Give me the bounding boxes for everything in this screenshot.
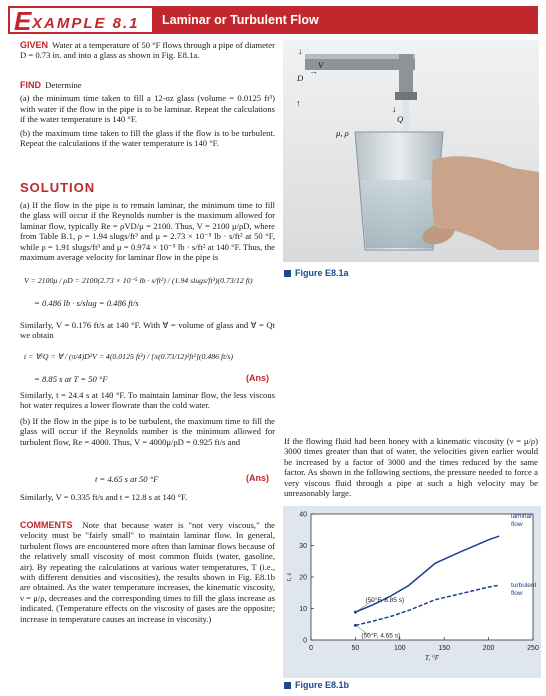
example-label: XAMPLE 8.1: [32, 15, 140, 32]
plot-area: [311, 514, 533, 640]
figure-a-caption: [284, 268, 349, 278]
find-part-a: (a) the minimum time taken to fill a 12-oz glass (volume = 0.0125 ft³) with water if the flow in the pipe is to be laminar. Repeat the calculations if the water temperature is 140 °F.: [20, 93, 275, 125]
solution-part-b: (b) If the flow in the pipe is to be turbulent, the maximum time to fill the glass will occur if the Reynolds number is the minimum allowed for turbulent flow, Re = 4000. Thus, V = 4000μ/ρD = 0.925 ft/s and: [20, 416, 275, 447]
y-tick-label: 40: [299, 511, 307, 519]
x-tick-label: 100: [393, 645, 406, 652]
caption-square-icon: [284, 682, 291, 689]
series-label: flow: [511, 590, 523, 598]
figure-a-label-mu-rho: μ, ρ: [336, 128, 349, 138]
annotation-point: [354, 611, 357, 614]
figure-a-label-V: V: [318, 60, 324, 70]
figure-b-chart: [283, 506, 541, 678]
equation-velocity: V = 2100μ / ρD = 2100(2.73 × 10⁻⁵ lb · s/ft²) / (1.94 slugs/ft³)(0.73/12 ft): [24, 276, 253, 285]
series-label: flow: [511, 521, 523, 529]
example-title: Laminar or Turbulent Flow: [154, 6, 538, 34]
figure-a-label-Q: Q: [397, 114, 404, 124]
answer-marker-1: (Ans): [246, 373, 269, 383]
comments-label: COMMENTS: [20, 520, 73, 530]
find-part-b: (b) the maximum time taken to fill the glass if the flow is to be turbulent. Repeat the calculations if the water temperature is 140 °F.: [20, 127, 275, 149]
x-tick-label: 250: [527, 645, 539, 652]
y-tick-label: 10: [299, 606, 307, 613]
right-column-paragraph: If the flowing fluid had been honey with a kinematic viscosity (ν = μ/ρ) 3000 times greater than that of water, the velocities given earlier would be increased by a factor of 3000 and the times reduced by the same factor. As shown in the following sections, the pressure needed to force a very viscous fluid through a pipe at such a high velocity may be unreasonably large.: [284, 436, 538, 499]
equation-time-result: = 8.85 s at T = 50 °F: [34, 374, 108, 384]
y-tick-label: 0: [303, 637, 307, 645]
given-text: Water at a temperature of 50 °F flows through a pipe of diameter D = 0.73 in. and into a glass as shown in Fig. E8.1a.: [20, 40, 275, 61]
comments-section: [20, 520, 275, 624]
figure-b-caption-text: Figure E8.1b: [295, 680, 350, 690]
given-section: [20, 40, 275, 61]
given-label: GIVEN: [20, 40, 49, 50]
solution-similar-3: Similarly, V = 0.335 ft/s and t = 12.8 s at 140 °F.: [20, 492, 188, 502]
solution-similar-1: Similarly, V = 0.176 ft/s at 140 °F. With ∀ = volume of glass and ∀ = Qt we obtain: [20, 320, 275, 341]
figure-a-label-D: D: [297, 73, 304, 83]
arrow-right-icon: →: [309, 66, 318, 76]
annotation-label: (50°F, 8.85 s): [365, 597, 405, 605]
x-tick-label: 0: [309, 645, 313, 652]
solution-similar-2: Similarly, t = 24.4 s at 140 °F. To maintain laminar flow, the less viscous hot water requires a lower flowrate than the cold water.: [20, 390, 275, 411]
figure-a-photo: [283, 40, 539, 262]
example-number: [8, 6, 154, 34]
equation-turbulent-time: t = 4.65 s at 50 °F: [95, 474, 159, 484]
x-tick-label: 200: [482, 645, 495, 652]
find-lead: Determine: [45, 80, 82, 90]
annotation-label: (50°F, 4.65 s): [361, 632, 401, 640]
answer-marker-2: (Ans): [246, 473, 269, 483]
series-label: turbulent: [511, 582, 537, 590]
figure-a-caption-text: Figure E8.1a: [295, 268, 349, 278]
example-header: [8, 6, 538, 34]
y-tick-label: 30: [299, 543, 307, 550]
solution-heading: SOLUTION: [20, 180, 96, 195]
figure-b-caption: [284, 680, 349, 690]
x-axis-label: T, °F: [425, 654, 439, 662]
arrow-down-flow-icon: ↓: [392, 104, 397, 114]
series-label: laminar: [511, 513, 533, 521]
y-axis-label: t, s: [285, 572, 293, 582]
find-label: FIND: [20, 80, 41, 90]
equation-velocity-result: = 0.486 lb · s/slug = 0.486 ft/s: [34, 298, 139, 308]
example-initial: E: [14, 6, 32, 36]
find-section: [20, 80, 275, 148]
y-tick-label: 20: [299, 574, 307, 582]
x-tick-label: 150: [438, 645, 451, 652]
caption-square-icon: [284, 270, 291, 277]
solution-part-a: (a) If the flow in the pipe is to remain laminar, the minimum time to fill the glass will occur if the Reynolds number is the maximum allowed for laminar flow, typically Re = ρVD/μ = 2100. Thus, V = 2100 μ/ρD, where from Table B.1, ρ = 1.94 slugs/ft³ and μ = 2.73 × 10⁻⁵ lb · s/ft² at 50 °F, while ρ = 1.91 slugs/ft³ and μ = 0.974 × 10⁻⁵ lb · s/ft² at 140 °F. Thus, the maximum average velocity for laminar flow in the pipe is: [20, 200, 275, 263]
equation-time: t = ∀/Q = ∀ / (π/4)D²V = 4(0.0125 ft³) / [π(0.73/12)²ft²](0.486 ft/s): [24, 352, 234, 361]
comments-text: Note that because water is "not very viscous," the velocity must be "fairly small" to maintain laminar flow. In general, turbulent flows are encountered more often than laminar flows because of the relatively small viscosity of most common fluids (water, gasoline, air). By repeating the calculations at various water temperatures, T (i.e., with different densities and viscosities), the results shown in Fig. E8.1b are obtained. As the water temperature increases, the kinematic viscosity, ν = μ/ρ, decreases and the corresponding times to fill the glass increase as indicated. (Temperature effects on the viscosity of gases are the opposite; increase in temperature causes an increase in viscosity.): [20, 520, 275, 624]
x-tick-label: 50: [351, 645, 360, 652]
arrow-up-icon: ↑: [296, 98, 301, 108]
arrow-down-icon: ↓: [298, 46, 303, 56]
